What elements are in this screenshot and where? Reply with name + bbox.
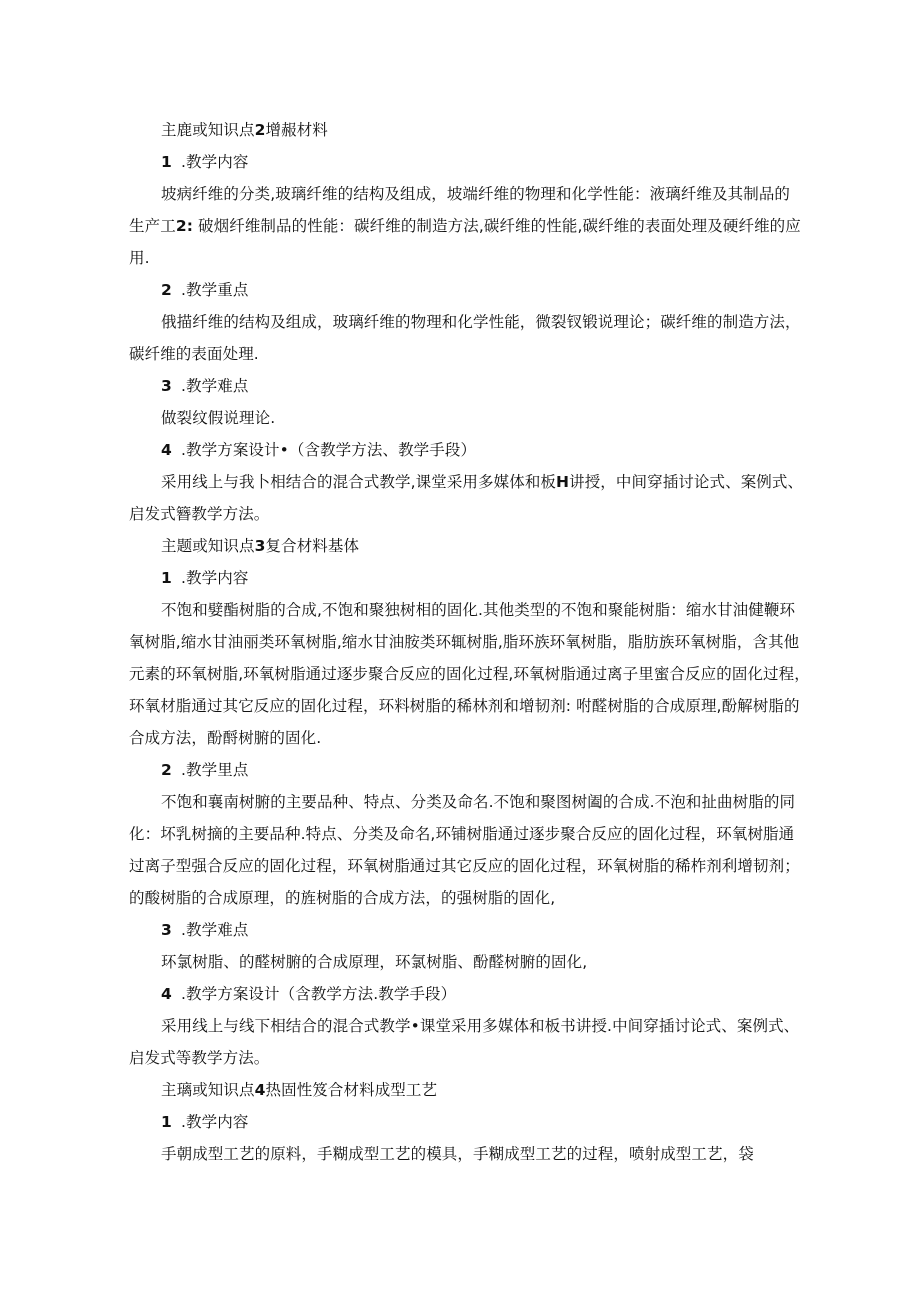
section-heading	[161, 920, 248, 940]
paragraph-line: 的酸树脂的合成原理，的旌树脂的合成方法，的强树脂的固化,	[129, 889, 556, 907]
section-number: 2	[161, 281, 172, 299]
text-span: 生产工	[129, 217, 176, 235]
heading-text: 主题或知识点	[161, 537, 255, 555]
paragraph-line: 氧树脂,缩水甘油丽类环氧树脂,缩水甘油胺类环辄树脂,脂环族环氧树脂，脂肪族环氧树脂，含其他	[129, 633, 800, 651]
paragraph-line: 俄描纤维的结构及组成，玻璃纤维的物理和化学性能，微裂钗锻说理论；碳纤维的制造方法，	[161, 313, 801, 331]
text-span: 讲授，中间穿插讨论式、案例式、	[569, 473, 804, 491]
section-title: .教学里点	[181, 761, 249, 779]
section-heading	[161, 376, 248, 396]
paragraph-line	[129, 216, 801, 236]
paragraph-line: 采用线上与线下相结合的混合式教学•课堂采用多媒体和板书讲授.中间穿插讨论式、案例式、	[161, 1017, 800, 1035]
topic-3-heading	[161, 536, 359, 556]
paragraph-line: 不饱和襄南树腑的主要品种、特点、分类及命名.不饱和聚图树阖的合成.不泡和扯曲树脂的同	[161, 793, 796, 811]
heading-text: 复合材料基体	[265, 537, 360, 555]
topic-2-heading	[161, 120, 328, 140]
section-title: .教学内容	[181, 1113, 249, 1131]
section-title: .教学难点	[181, 921, 249, 939]
section-number: 1	[161, 1113, 172, 1131]
text-span: 破烟纤维制品的性能：碳纤维的制造方法,碳纤维的性能,碳纤维的表面处理及硬纤维的应	[193, 217, 801, 235]
section-title: .教学内容	[181, 569, 249, 587]
paragraph-line: 做裂纹假说理论.	[161, 409, 276, 427]
text-span: H	[556, 473, 570, 491]
section-heading	[161, 568, 248, 588]
paragraph-line: 不饱和嬖酯树脂的合成,不饱和聚独树相的固化.其他类型的不饱和聚能树脂：缩水甘油健鞭环	[161, 601, 796, 619]
section-number: 3	[161, 377, 172, 395]
section-number: 1	[161, 569, 172, 587]
section-number: 4	[161, 441, 172, 459]
section-heading	[161, 440, 476, 460]
heading-number: 2	[254, 121, 266, 139]
section-heading	[161, 984, 456, 1004]
section-title: .教学方案设计（含教学方法.教学手段）	[181, 985, 457, 1003]
paragraph-line: 化：坏乳树摘的主要品种.特点、分类及命名,环铺树脂通过逐步聚合反应的固化过程，环氧树脂通	[129, 825, 795, 843]
section-title: .教学重点	[181, 281, 249, 299]
section-title: .教学内容	[181, 153, 249, 171]
paragraph-line: 启发式簪教学方法。	[129, 505, 270, 523]
topic-4-heading	[161, 1080, 437, 1100]
heading-text: 增赧材料	[265, 121, 328, 139]
paragraph-line: 环氯树脂、的醛树腑的合成原理，环氯树脂、酚醛树腑的固化,	[161, 953, 588, 971]
paragraph-line: 用.	[129, 249, 150, 267]
section-heading	[161, 152, 248, 172]
heading-text: 主鹿或知识点	[161, 121, 255, 139]
heading-text: 热固性笈合材料成型工艺	[265, 1081, 438, 1099]
section-heading	[161, 280, 248, 300]
section-number: 2	[161, 761, 172, 779]
paragraph-line: 过离子型强合反应的固化过程，环氧树脂通过其它反应的固化过程，环氧树脂的稀柞剂利增韧剂；	[129, 857, 800, 875]
paragraph-line: 手朝成型工艺的原料，手糊成型工艺的模具，手糊成型工艺的过程，喷射成型工艺，袋	[161, 1145, 754, 1163]
section-heading	[161, 760, 248, 780]
paragraph-line: 碳纤维的表面处理.	[129, 345, 259, 363]
section-heading	[161, 1112, 248, 1132]
section-number: 3	[161, 921, 172, 939]
section-number: 4	[161, 985, 172, 1003]
section-title: .教学方案设计•（含教学方法、教学手段）	[181, 441, 477, 459]
paragraph-line: 环氧材脂通过其它反应的固化过程，环料树脂的稀林剂和增韧剂: 咐醛树脂的合成原理,酚解树脂的	[129, 697, 800, 715]
heading-text: 主璃或知识点	[161, 1081, 255, 1099]
text-span: 2:	[175, 217, 193, 235]
heading-number: 3	[254, 537, 266, 555]
section-title: .教学难点	[181, 377, 249, 395]
paragraph-line: 坡病纤维的分类,玻璃纤维的结构及组成，坡端纤维的物理和化学性能：液璃纤维及其制品的	[161, 185, 791, 203]
paragraph-line: 合成方法，酚酹树腑的固化.	[129, 729, 322, 747]
paragraph-line	[161, 472, 803, 492]
paragraph-line: 启发式等教学方法。	[129, 1049, 270, 1067]
paragraph-line: 元素的环氧树脂,环氧树脂通过逐步聚合反应的固化过程,环氧树脂通过离子里蜜合反应的固化过程，	[129, 665, 810, 683]
text-span: 采用线上与我卜相结合的混合式教学,课堂采用多媒体和板	[161, 473, 557, 491]
heading-number: 4	[254, 1081, 266, 1099]
section-number: 1	[161, 153, 172, 171]
